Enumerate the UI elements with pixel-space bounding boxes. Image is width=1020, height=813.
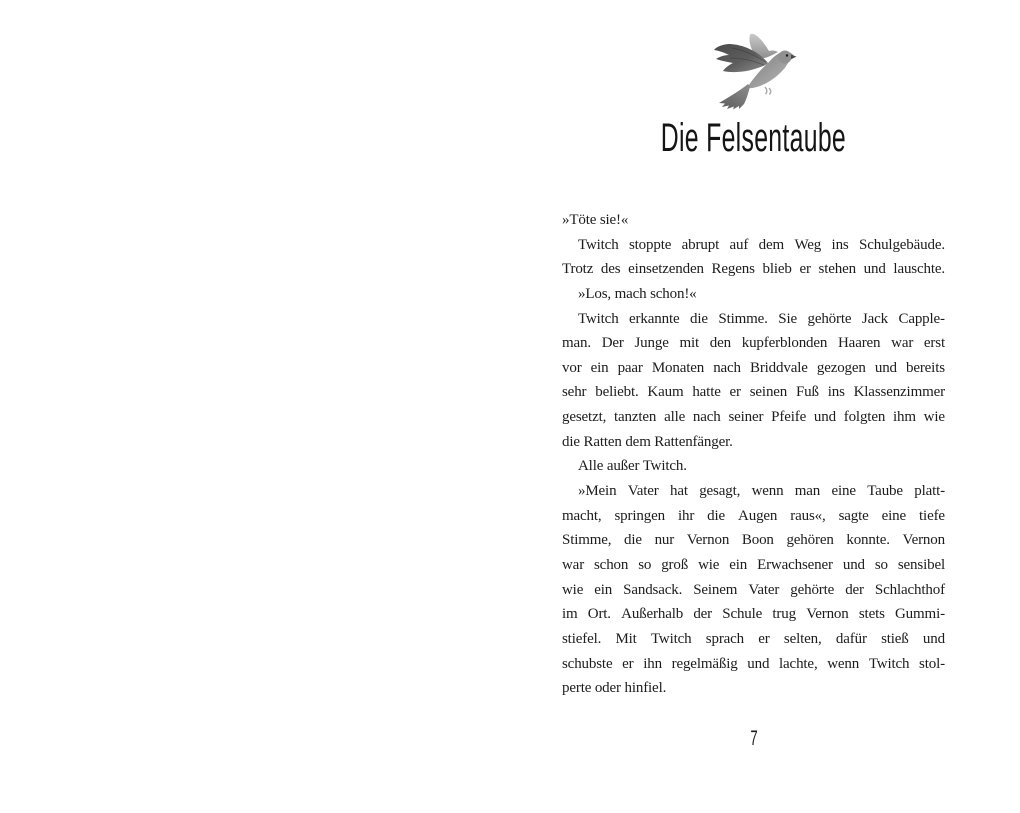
- body-line: wie ein Sandsack. Seinem Vater gehörte der Schlachthof: [562, 581, 945, 598]
- body-line: im Ort. Außerhalb der Schule trug Vernon stets Gummi-: [562, 606, 945, 623]
- body-line: stiefel. Mit Twitch sprach er selten, dafür stieß und: [562, 630, 945, 647]
- body-line: »Los, mach schon!«: [578, 285, 697, 302]
- body-line: schubste er ihn regelmäßig und lachte, wenn Twitch stol-: [562, 655, 945, 672]
- body-text: [562, 208, 945, 701]
- body-line: vor ein paar Monaten nach Briddvale gezogen und bereits: [562, 359, 945, 376]
- body-line: Twitch stoppte abrupt auf dem Weg ins Schulgebäude.: [578, 236, 945, 253]
- body-line: sehr beliebt. Kaum hatte er seinen Fuß ins Klassenzimmer: [562, 384, 945, 401]
- body-line: Trotz des einsetzenden Regens blieb er stehen und lauschte.: [562, 261, 945, 278]
- body-line: macht, springen ihr die Augen raus«, sagte eine tiefe: [562, 507, 945, 524]
- body-line: Alle außer Twitch.: [578, 458, 687, 475]
- chapter-heading: [562, 114, 945, 162]
- flying-pigeon-icon: [712, 31, 798, 111]
- body-line: man. Der Junge mit den kupferblonden Haaren war erst: [562, 335, 945, 352]
- body-line: »Mein Vater hat gesagt, wenn man eine Taube platt-: [578, 483, 945, 500]
- body-line: Twitch erkannte die Stimme. Sie gehörte Jack Capple-: [578, 310, 945, 327]
- body-line: »Töte sie!«: [562, 212, 629, 228]
- pigeon-illustration: [712, 31, 798, 111]
- folio: [562, 728, 945, 750]
- chapter-title: Die Felsentaube: [660, 116, 847, 160]
- body-line: gesetzt, tanzten alle nach seiner Pfeife und folgten ihm wie: [562, 409, 945, 426]
- body-line: war schon so groß wie ein Erwachsener und so sensibel: [562, 556, 945, 573]
- body-line: die Ratten dem Rattenfänger.: [562, 433, 733, 450]
- body-line: perte oder hinfiel.: [562, 680, 667, 697]
- page-number: 7: [749, 727, 758, 750]
- body-line: Stimme, die nur Vernon Boon gehören konnte. Vernon: [562, 532, 945, 549]
